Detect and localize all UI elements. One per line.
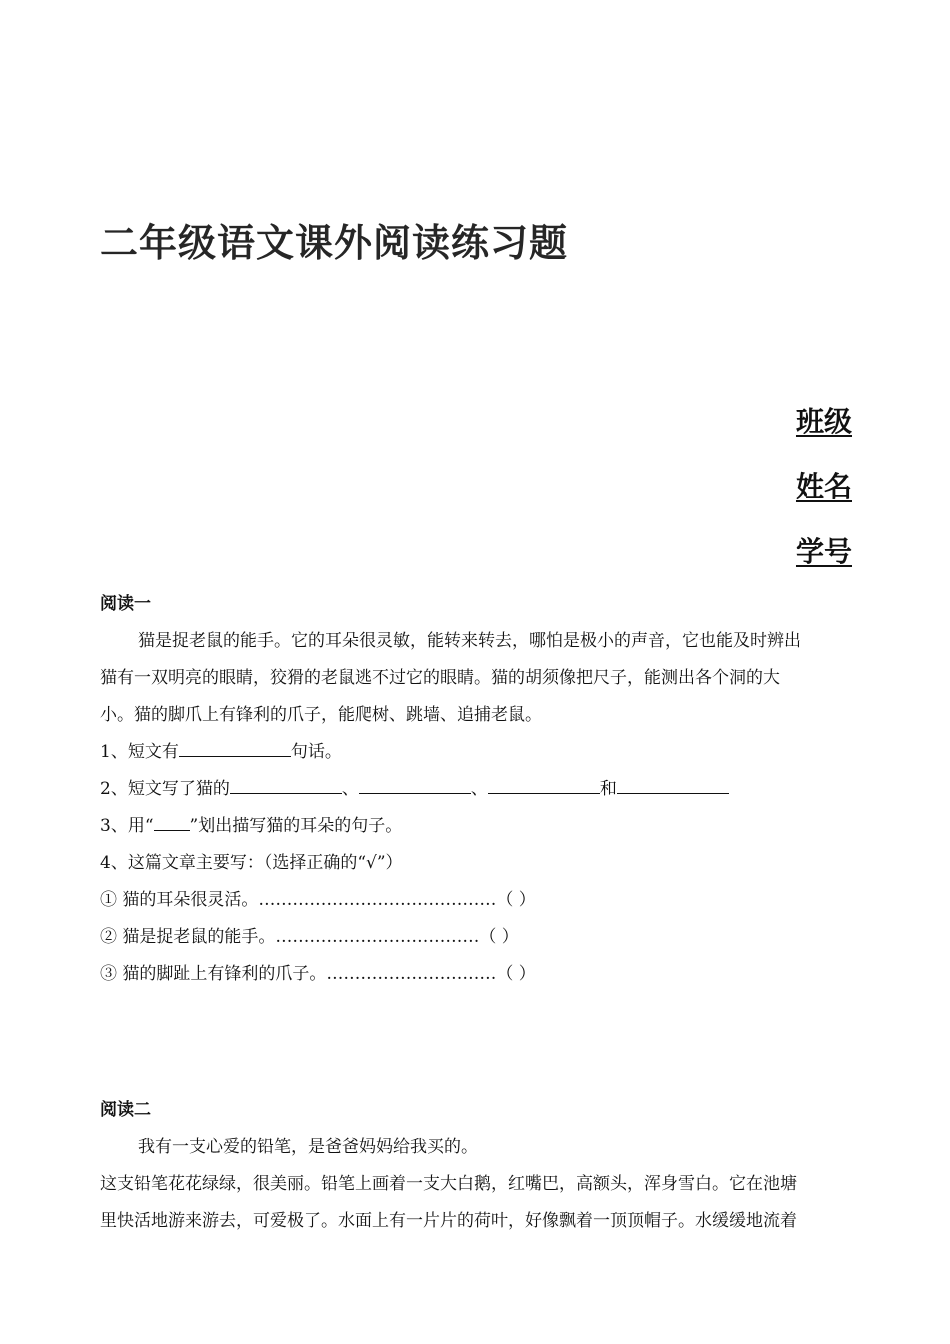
answer-blank[interactable] xyxy=(488,773,600,794)
reading-two-line-3: 里快活地游来游去，可爱极了。水面上有一片片的荷叶，好像飘着一顶顶帽子。水缓缓地流着 xyxy=(100,1211,797,1231)
underline-sample xyxy=(154,810,190,831)
option-1[interactable]: ① 猫的耳朵很灵活。……………………………………（ ） xyxy=(100,890,536,910)
class-label: 班级 xyxy=(795,405,852,438)
question-3-suffix: ”划出描写猫的耳朵的句子。 xyxy=(189,816,403,836)
question-2 xyxy=(100,771,852,808)
question-4: 4、这篇文章主要写：（选择正确的“√”） xyxy=(100,853,403,873)
option-3[interactable]: ③ 猫的脚趾上有锋利的爪子。…………………………（ ） xyxy=(100,964,536,984)
reading-one-paragraph-line-2: 猫有一双明亮的眼睛，狡猾的老鼠逃不过它的眼睛。猫的胡须像把尺子，能测出各个洞的大 xyxy=(100,668,780,688)
question-2-and: 和 xyxy=(599,779,617,799)
answer-blank[interactable] xyxy=(359,773,471,794)
reading-two-heading: 阅读二 xyxy=(100,1100,151,1120)
question-2-separator: 、 xyxy=(341,779,359,799)
reading-two-section xyxy=(100,1092,852,1240)
option-2[interactable]: ② 猫是捉老鼠的能手。………………………………（ ） xyxy=(100,927,519,947)
question-2-prefix: 2、短文写了猫的 xyxy=(100,779,230,799)
question-1 xyxy=(100,734,852,771)
question-1-prefix: 1、短文有 xyxy=(100,742,179,762)
reading-one-paragraph-line-3: 小。猫的脚爪上有锋利的爪子，能爬树、跳墙、追捕老鼠。 xyxy=(100,705,542,725)
page-title: 二年级语文课外阅读练习题 xyxy=(100,220,569,265)
reading-one-section xyxy=(100,586,852,993)
reading-two-line-2: 这支铅笔花花绿绿，很美丽。铅笔上画着一支大白鹅，红嘴巴，高额头，浑身雪白。它在池塘 xyxy=(100,1174,797,1194)
reading-two-line-1: 我有一支心爱的铅笔，是爸爸妈妈给我买的。 xyxy=(138,1137,478,1157)
question-3-prefix: 3、用“ xyxy=(100,816,154,836)
answer-blank[interactable] xyxy=(230,773,342,794)
student-id-label: 学号 xyxy=(795,535,852,568)
question-1-suffix: 句话。 xyxy=(290,742,342,762)
name-label: 姓名 xyxy=(795,470,852,503)
answer-blank[interactable] xyxy=(617,773,729,794)
question-3 xyxy=(100,808,852,845)
question-2-separator: 、 xyxy=(470,779,488,799)
answer-blank[interactable] xyxy=(179,736,291,757)
reading-one-heading: 阅读一 xyxy=(100,594,151,614)
reading-one-paragraph-line-1: 猫是捉老鼠的能手。它的耳朵很灵敏，能转来转去，哪怕是极小的声音，它也能及时辨出 xyxy=(138,631,801,651)
